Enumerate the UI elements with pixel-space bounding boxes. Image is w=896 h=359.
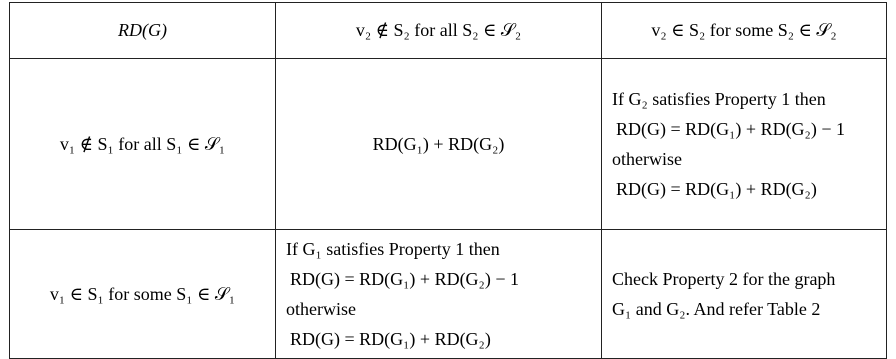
- row1-col2-cell: [276, 59, 602, 230]
- header-cell-rd: [10, 3, 276, 59]
- row1-col3-formula-a: RD(G) = RD(G₁) + RD(G₂) − 1: [616, 119, 845, 139]
- row2-col2-formula-a: RD(G) = RD(G₁) + RD(G₂) − 1: [290, 269, 519, 289]
- row2-col2-block: [286, 234, 601, 354]
- header-v2-not-in-text: v₂ ∉ S₂ for all S₂ ∈ 𝒮₂: [355, 20, 522, 40]
- header-v2-in-text: v₂ ∈ S₂ for some S₂ ∈ 𝒮₂: [651, 20, 837, 40]
- table-row: [10, 59, 887, 230]
- table-row: [10, 230, 887, 359]
- row2-col3-line2: G₁ and G₂. And refer Table 2: [612, 299, 821, 319]
- row2-col2-cell: [276, 230, 602, 359]
- row2-col2-formula-b: RD(G) = RD(G₁) + RD(G₂): [290, 329, 491, 349]
- row1-col3-block: [612, 84, 886, 204]
- cases-table: [9, 2, 887, 359]
- header-cell-v2-not-in: [276, 3, 602, 59]
- row1-label-cell: [10, 59, 276, 230]
- row1-col3-cell: [602, 59, 887, 230]
- row1-col3-otherwise: otherwise: [612, 149, 682, 169]
- row1-col3-formula-b: RD(G) = RD(G₁) + RD(G₂): [616, 179, 817, 199]
- row2-col2-condition: If G₁ satisfies Property 1 then: [286, 239, 500, 259]
- row2-label-cell: [10, 230, 276, 359]
- row1-col3-condition: If G₂ satisfies Property 1 then: [612, 89, 826, 109]
- header-rd-text: RD(G): [118, 20, 167, 40]
- row2-col3-block: [612, 264, 886, 324]
- row2-col2-otherwise: otherwise: [286, 299, 356, 319]
- header-cell-v2-in: [602, 3, 887, 59]
- row1-col2-formula: RD(G₁) + RD(G₂): [372, 133, 505, 154]
- row2-col3-line1: Check Property 2 for the graph: [612, 269, 836, 289]
- row2-label: v₁ ∈ S₁ for some S₁ ∈ 𝒮₁: [49, 283, 236, 304]
- row1-label: v₁ ∉ S₁ for all S₁ ∈ 𝒮₁: [59, 133, 226, 154]
- header-row: [10, 3, 887, 59]
- row2-col3-cell: [602, 230, 887, 359]
